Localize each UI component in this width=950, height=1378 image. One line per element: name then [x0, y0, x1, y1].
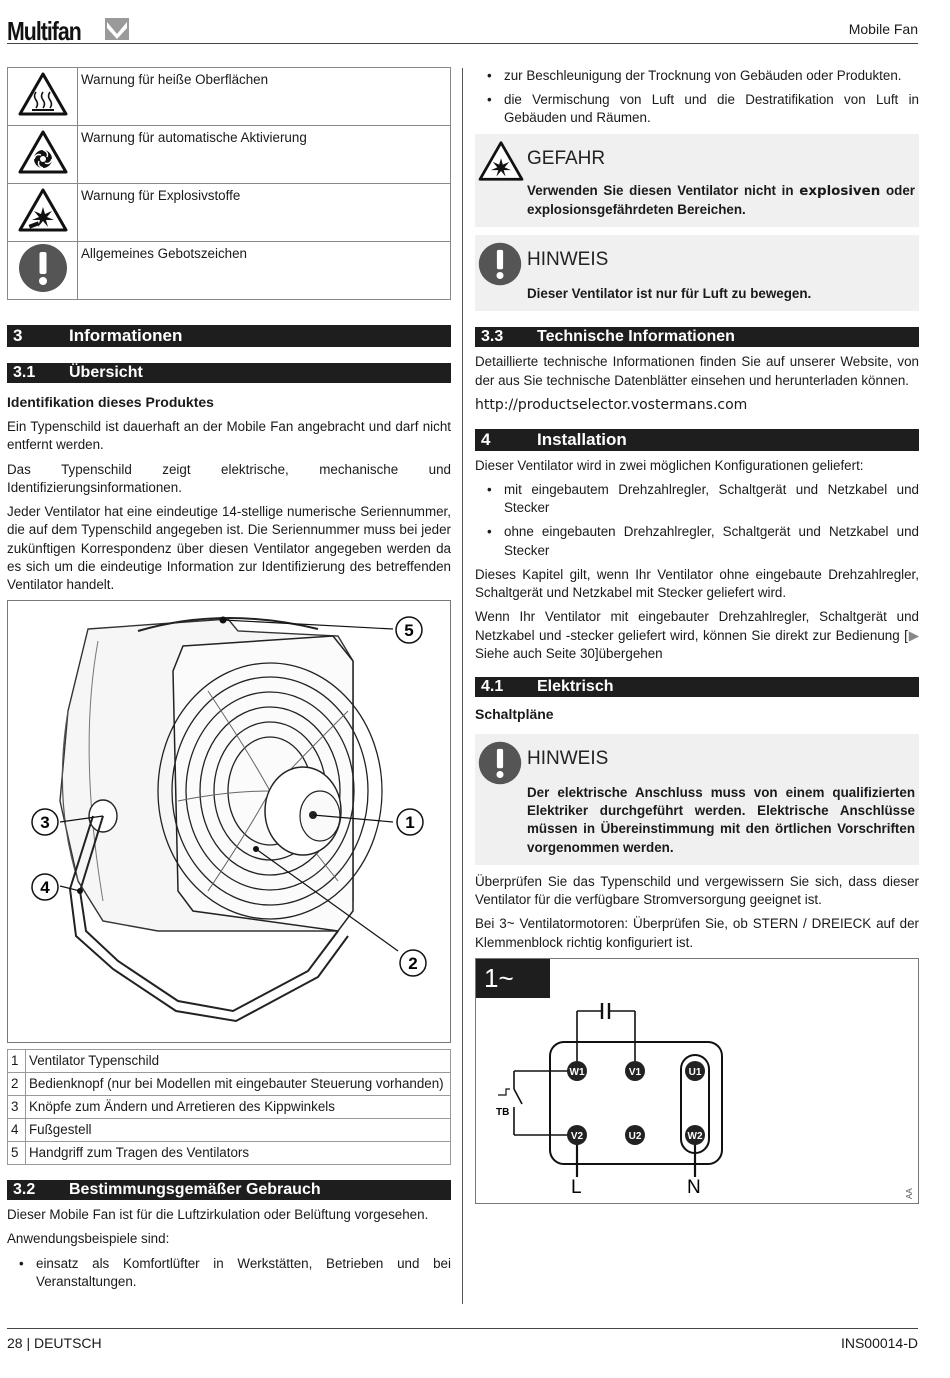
callout-2 — [398, 948, 428, 978]
warning-text: Warnung für Explosivstoffe — [78, 184, 451, 242]
danger-text: Verwenden Sie diesen Ventilator nicht in explosiven oder explosionsgefährdeten Bereichen. — [527, 182, 915, 217]
terminal-w2: W2 — [687, 1130, 703, 1142]
diagram-code: AA — [905, 1188, 914, 1199]
wiring-diagrams-heading: Schaltpläne — [475, 705, 554, 722]
terminal-v2: V2 — [570, 1130, 584, 1142]
table-row: 4 Fußgestell — [8, 1119, 451, 1142]
configuration-list — [475, 481, 919, 560]
section-heading-4-1: 4.1 Elektrisch — [475, 677, 919, 697]
paragraph: Dieses Kapitel gilt, wenn Ihr Ventilator ohne eingebaute Drehzahlregler, Schaltgerät und Netzkabel mit Stecker geliefert wird. — [475, 566, 919, 601]
warning-text: Warnung für automatische Aktivierung — [78, 126, 451, 184]
list-item: • ohne eingebauten Drehzahlregler, Schaltgerät und Netzkabel und Stecker — [475, 523, 919, 559]
page-number-language: 28 | DEUTSCH — [7, 1335, 102, 1351]
website-url[interactable]: http://productselector.vostermans.com — [475, 396, 748, 413]
notice-text: Der elektrische Anschluss muss von einem qualifizierten Elektriker durchgeführt werden. Elektrische Anschlüsse müssen in Übereinstimmung mit den örtlichen Vorschriften vorgenommen werden. — [527, 785, 915, 855]
section-heading-4: 4 Installation — [475, 429, 919, 451]
explosive-warning-icon — [17, 187, 69, 233]
list-item: • zur Beschleunigung der Trocknung von Gebäuden oder Produkten. — [475, 67, 919, 85]
page-header — [7, 12, 918, 44]
table-row — [8, 126, 451, 184]
paragraph: Anwendungsbeispiele sind: — [7, 1231, 170, 1247]
wiring-diagram — [475, 958, 919, 1204]
page-footer — [7, 1328, 918, 1356]
table-row: 2 Bedienknopf (nur bei Modellen mit eingebauter Steuerung vorhanden) — [8, 1073, 451, 1096]
notice-box — [475, 734, 919, 865]
fan-illustration — [7, 600, 451, 1043]
terminal-u2: U2 — [628, 1130, 642, 1142]
svg-text:5: 5 — [404, 621, 414, 641]
table-row — [8, 184, 451, 242]
paragraph: Jeder Ventilator hat eine eindeutige 14-stellige numerische Seriennummer, die auf dem Typenschild angegeben ist. Die Seriennummer muss bei jeder zukünftigen Korrespondenz über diesen Ventilator angegeben werden da es sich um die eindeutige Information zur Identifizierung des betreffenden Ventilator handelt. — [7, 504, 451, 592]
callout-5 — [394, 615, 424, 645]
document-code: INS00014-D — [840, 1335, 918, 1351]
callout-3 — [30, 807, 60, 837]
section-heading-3-2: 3.2 Bestimmungsgemäßer Gebrauch — [7, 1180, 451, 1200]
warning-text: Allgemeines Gebotszeichen — [78, 242, 451, 300]
svg-text:4: 4 — [40, 878, 50, 898]
right-column — [475, 67, 919, 1204]
paragraph: Bei 3~ Ventilatormotoren: Überprüfen Sie, ob STERN / DREIECK auf der Klemmenblock richtig konfiguriert ist. — [475, 916, 919, 950]
notice-text: Dieser Ventilator ist nur für Luft zu bewegen. — [527, 286, 812, 302]
use-list-continued — [475, 67, 919, 128]
table-row — [8, 242, 451, 300]
table-row — [8, 68, 451, 126]
use-list — [7, 1255, 451, 1291]
section-heading-3-1: 3.1 Übersicht — [7, 363, 451, 383]
list-item: • einsatz als Komfortlüfter in Werkstätten, Betrieben und bei Veranstaltungen. — [7, 1255, 451, 1291]
callout-4 — [30, 872, 60, 902]
section-heading-3: 3 Informationen — [7, 325, 451, 347]
brand-logo-icon — [105, 18, 129, 40]
paragraph: Überprüfen Sie das Typenschild und vergewissern Sie sich, dass dieser Ventilator für die verfügbare Stromversorgung geeignet ist. — [475, 873, 919, 908]
warning-symbols-table — [7, 67, 451, 300]
terminal-u1: U1 — [688, 1066, 702, 1078]
svg-text:2: 2 — [408, 954, 418, 974]
terminal-v1: V1 — [628, 1066, 642, 1078]
table-row: 5 Handgriff zum Tragen des Ventilators — [8, 1142, 451, 1165]
notice-title: HINWEIS — [527, 748, 609, 769]
svg-text:1: 1 — [405, 813, 415, 833]
figure-legend-table — [7, 1049, 451, 1165]
mandatory-sign-icon — [477, 740, 523, 786]
neutral-label: N — [687, 1176, 701, 1198]
danger-notice — [475, 134, 919, 227]
callout-1 — [395, 807, 425, 837]
section-heading-3-3: 3.3 Technische Informationen — [475, 327, 919, 347]
paragraph: Dieser Mobile Fan ist für die Luftzirkulation oder Belüftung vorgesehen. — [7, 1207, 429, 1223]
explosive-warning-icon — [477, 140, 525, 182]
svg-text:3: 3 — [40, 813, 50, 833]
identification-heading: Identifikation dieses Produktes — [7, 394, 214, 411]
left-column — [7, 67, 451, 1297]
paragraph: Detaillierte technische Informationen finden Sie auf unserer Website, von der aus Sie technische Datenblätter einsehen und herunterladen können. — [475, 354, 919, 388]
notice-box — [475, 235, 919, 311]
list-item: • die Vermischung von Luft und die Destratifikation von Luft in Gebäuden und Räumen. — [475, 91, 919, 127]
phase-label: 1~ — [476, 959, 550, 998]
paragraph: Dieser Ventilator wird in zwei möglichen Konfigurationen geliefert: — [475, 457, 864, 473]
notice-title: HINWEIS — [527, 249, 609, 271]
list-item: • mit eingebautem Drehzahlregler, Schaltgerät und Netzkabel und Stecker — [475, 481, 919, 517]
paragraph: Wenn Ihr Ventilator mit eingebauter Drehzahlregler, Schaltgerät und Netzkabel und -stecker geliefert wird, können Sie direkt zur Bedienung [▶ Siehe auch Seite 30]übergehen — [475, 609, 919, 661]
paragraph: Ein Typenschild ist dauerhaft an der Mobile Fan angebracht und darf nicht entfernt werden. — [7, 419, 451, 453]
paragraph: Das Typenschild zeigt elektrische, mechanische und Identifizierungsinformationen. — [7, 461, 451, 495]
brand-name: Multifan — [7, 16, 81, 46]
page-reference-link[interactable]: Siehe auch Seite 30]übergehen — [475, 645, 663, 661]
table-row: 1 Ventilator Typenschild — [8, 1050, 451, 1073]
line-label: L — [571, 1176, 582, 1198]
document-title: Mobile Fan — [848, 21, 918, 37]
thermal-switch-label: TB — [496, 1106, 510, 1118]
warning-text: Warnung für heiße Oberflächen — [78, 68, 451, 126]
hot-surface-warning-icon — [17, 71, 69, 117]
terminal-w1: W1 — [569, 1066, 585, 1078]
danger-title: GEFAHR — [527, 147, 606, 169]
column-divider — [462, 68, 463, 1304]
fan-drawing — [8, 601, 450, 1042]
mandatory-sign-icon — [477, 241, 523, 287]
mandatory-sign-icon — [17, 242, 69, 294]
table-row: 3 Knöpfe zum Ändern und Arretieren des Kippwinkels — [8, 1096, 451, 1119]
automatic-start-warning-icon — [17, 129, 69, 175]
